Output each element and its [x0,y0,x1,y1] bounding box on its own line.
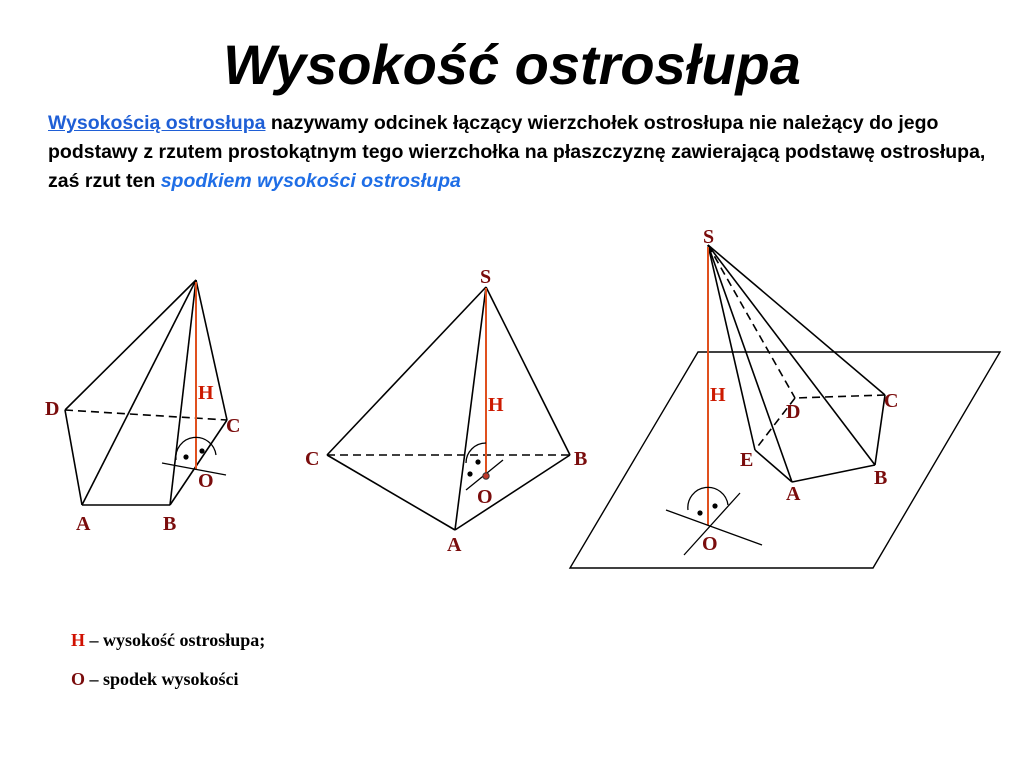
angle-dot-3a [697,510,702,515]
angle-dot-3b [712,503,717,508]
label-a-fig3: A [786,483,801,505]
edge-d-c-hidden [65,410,227,420]
label-a-fig2: A [447,534,462,556]
angle-dot-1b [199,448,204,453]
label-d-fig1: D [45,398,60,420]
label-c-fig3: C [884,390,899,412]
edge-c-d-hidden [795,395,885,398]
edge-b-s [486,287,570,455]
edge-d-apex [65,280,196,410]
angle-dot-2a [467,471,472,476]
label-e-fig3: E [740,449,754,471]
label-b-fig1: B [163,513,177,535]
edge-c-s [327,287,486,455]
edge-a-b [455,455,570,530]
term-spodek: spodkiem wysokości ostrosłupa [160,170,461,192]
perp-line-1 [162,463,226,475]
label-h-fig3: H [710,384,726,406]
edge-a-apex [82,280,196,505]
angle-dot-1a [183,454,188,459]
label-h-fig1: H [198,382,214,404]
label-a-fig1: A [76,513,91,535]
label-b-fig2: B [574,448,588,470]
legend-key-o: O [71,669,86,689]
figure-3 [570,245,1000,568]
legend-text-o: – spodek wysokości [85,669,239,689]
angle-dot-2b [475,459,480,464]
label-c-fig1: C [226,415,241,437]
definition-body: nazywamy odcinek łączący wierzchołek ostrosłupa nie należący do jego podstawy z rzutem prostokątnym tego wierzchołka na płaszczyznę zawierającą podstawę ostrosłupa, zaś rzut ten [48,112,986,192]
legend-text-h: – wysokość ostrosłupa; [85,630,266,650]
foot-point-2 [483,473,489,479]
label-o-fig3: O [702,533,718,555]
right-angle-arc-2 [466,443,486,463]
label-s-fig3: S [703,226,715,248]
label-o-fig2: O [477,486,493,508]
term-link[interactable]: Wysokością ostrosłupa [48,112,266,134]
edge-d-a [65,410,82,505]
legend-h [71,629,265,651]
page-title: Wysokość ostrosłupa [223,33,801,96]
figure-2 [327,287,570,530]
label-b-fig3: B [874,467,888,489]
label-d-fig3: D [786,401,801,423]
label-h-fig2: H [488,394,504,416]
label-o-fig1: O [198,470,214,492]
edge-s-d-hidden [708,245,795,398]
label-c-fig2: C [305,448,320,470]
label-s-fig2: S [480,266,492,288]
edge-a-b [792,465,875,482]
legend-o [71,668,239,690]
edge-c-a [327,455,455,530]
legend-key-h: H [71,630,86,650]
